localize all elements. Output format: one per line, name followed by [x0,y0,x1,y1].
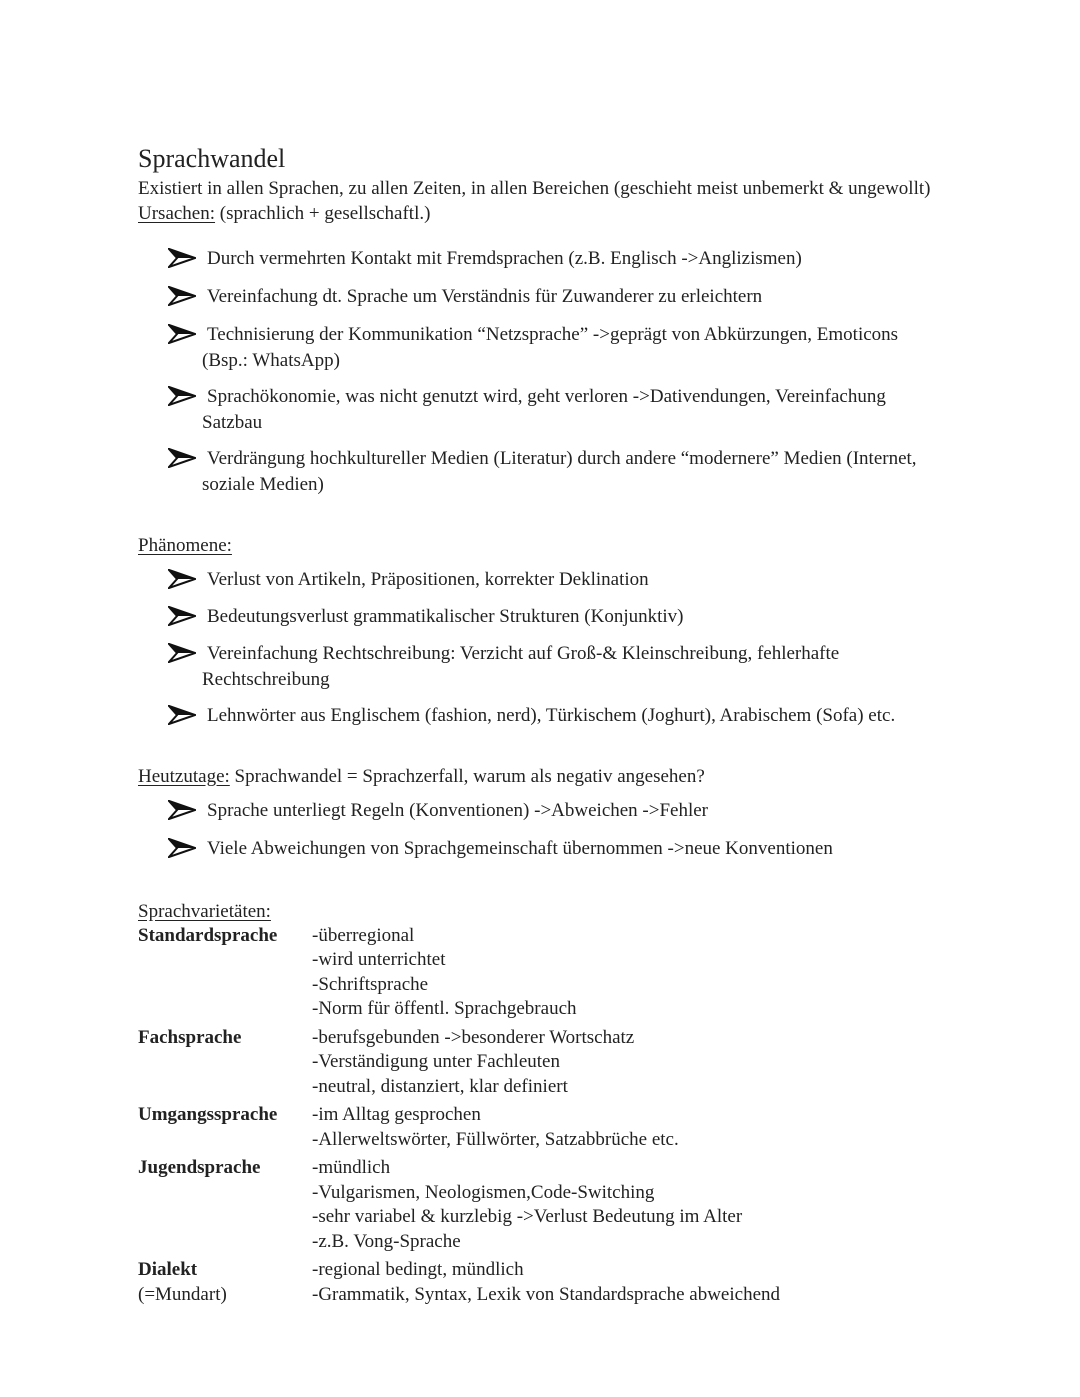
phenomena-label: Phänomene: [138,534,232,556]
causes-label: Ursachen: [138,202,216,224]
table-row [138,1022,780,1100]
variety-term: Dialekt (=Mundart) [138,1254,312,1307]
today-list [138,798,938,862]
arrow-bullet-icon [168,448,196,468]
variety-description: -berufsgebunden ->besonderer Wortschatz -Verständigung unter Fachleuten -neutral, distanziert, klar definiert [312,1026,635,1097]
list-item: Verlust von Artikeln, Präpositionen, korrekter Deklination [138,567,938,593]
variety-description: -regional bedingt, mündlich -Grammatik, Syntax, Lexik von Standardsprache abweichend [312,1259,780,1305]
arrow-bullet-icon [168,800,196,820]
table-row [138,1099,780,1152]
phenomena-list [138,567,938,729]
today-heading [138,765,938,789]
list-item: Vereinfachung dt. Sprache um Verständnis für Zuwanderer zu erleichtern [138,284,938,310]
page-title: Sprachwandel [138,144,286,173]
variety-term: Standardsprache [138,924,278,946]
list-item: Sprachökonomie, was nicht genutzt wird, geht verloren ->Dativendungen, Vereinfachung Satzbau [138,384,938,436]
arrow-bullet-icon [168,286,196,306]
list-item: Verdrängung hochkultureller Medien (Literatur) durch andere “modernere” Medien (Internet, soziale Medien) [138,446,938,498]
list-item: Viele Abweichungen von Sprachgemeinschaft übernommen ->neue Konventionen [138,836,938,862]
variety-term: Fachsprache [138,1026,242,1048]
today-label: Heutzutage: [138,765,230,787]
variety-term: Jugendsprache [138,1157,261,1178]
list-item: Bedeutungsverlust grammatikalischer Strukturen (Konjunktiv) [138,604,938,630]
document-page [138,143,938,1307]
today-text: Sprachwandel = Sprachzerfall, warum als negativ angesehen? [229,765,705,787]
table-row [138,1152,780,1254]
variety-term: Umgangssprache [138,1104,278,1125]
arrow-bullet-icon [168,838,196,858]
causes-list [138,246,938,498]
varieties-heading [138,900,938,924]
arrow-bullet-icon [168,569,196,589]
variety-description: -überregional -wird unterrichtet -Schriftsprache -Norm für öffentl. Sprachgebrauch [312,924,577,1019]
intro-text: Existiert in allen Sprachen, zu allen Zeiten, in allen Bereichen (geschieht meist unbemerkt & ungewollt) [138,178,931,199]
arrow-bullet-icon [168,643,196,663]
varieties-table [138,924,780,1308]
varieties-label: Sprachvarietäten: [138,900,271,922]
list-item: Sprache unterliegt Regeln (Konventionen) ->Abweichen ->Fehler [138,798,938,824]
list-item: Lehnwörter aus Englischem (fashion, nerd), Türkischem (Joghurt), Arabischem (Sofa) etc. [138,703,938,729]
arrow-bullet-icon [168,606,196,626]
list-item: Durch vermehrten Kontakt mit Fremdsprachen (z.B. Englisch ->Anglizismen) [138,246,938,272]
phenomena-heading [138,534,938,558]
variety-description: -im Alltag gesprochen -Allerweltswörter, Füllwörter, Satzabbrüche etc. [312,1104,679,1150]
table-row [138,1254,780,1307]
list-item: Vereinfachung Rechtschreibung: Verzicht auf Groß-& Kleinschreibung, fehlerhafte Rechtschreibung [138,641,938,693]
list-item: Technisierung der Kommunikation “Netzsprache” ->geprägt von Abkürzungen, Emoticons (Bsp.: WhatsApp) [138,322,938,374]
arrow-bullet-icon [168,705,196,725]
causes-heading [138,202,938,226]
arrow-bullet-icon [168,386,196,406]
table-row [138,924,780,1022]
arrow-bullet-icon [168,248,196,268]
variety-description: -mündlich -Vulgarismen, Neologismen,Code-Switching -sehr variabel & kurzlebig ->Verlust Bedeutung im Alter -z.B. Vong-Sprache [312,1157,743,1252]
variety-term-note: (=Mundart) [138,1283,227,1305]
causes-note: (sprachlich + gesellschaftl.) [215,202,431,224]
arrow-bullet-icon [168,324,196,344]
